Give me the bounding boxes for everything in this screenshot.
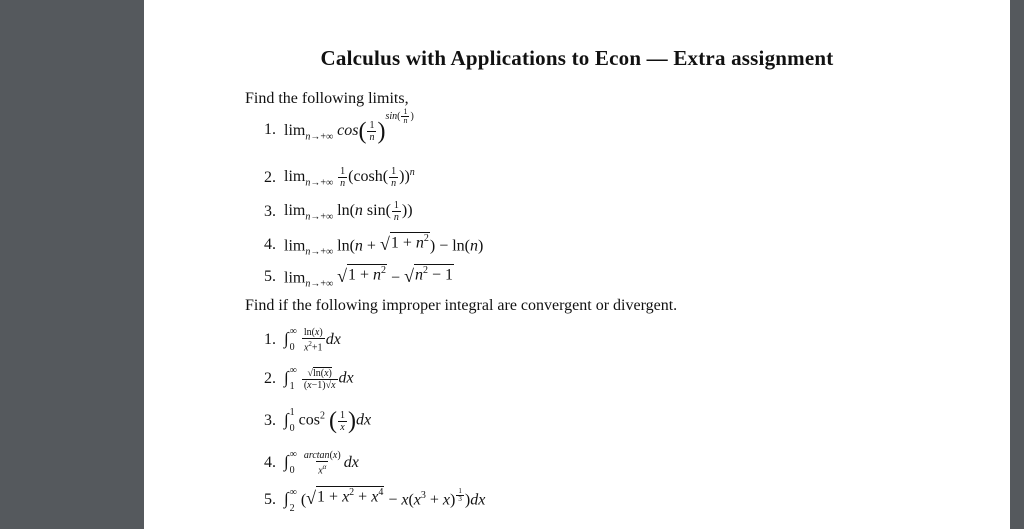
item-number: 1. [264,331,276,349]
math-expression: $\lim_{n\to+\infty}$ √ $1 + n^2$ − √ $n^2 - 1$ [284,265,453,290]
integral-item-4 [264,450,359,476]
item-number: 3. [264,412,276,429]
integral-item-3 [264,408,371,434]
integrals-intro: Find if the following improper integral are convergent or divergent. [245,297,678,314]
math-expression: ∫ ∞ 0 $\frac{\arctan(x)}{x^\alpha}$ dx [284,449,359,477]
item-number: 3. [264,202,276,220]
item-number: 2. [264,370,276,387]
integral-item-2 [264,366,354,392]
item-number: 4. [264,235,276,253]
limit-item-1 [264,107,414,145]
integral-item-5 [264,486,485,514]
item-number: 2. [264,168,276,186]
limit-item-3 [264,200,413,223]
math-expression: $\lim_{n\to+\infty}$ $\frac{1}{n}$ (cosh( $\frac{1}{n}$ ))$^n$ [284,166,415,189]
page-title: Calculus with Applications to Econ — Extra assignment [320,46,834,70]
math-expression: ∫ ∞ 1 $\frac{√\ln(x)}{(x-1)√x}$ dx [284,365,354,392]
item-number: 5. [264,490,276,508]
limits-intro: Find the following limits, [245,90,409,107]
math-expression: $\lim_{n\to+\infty} \cos$( $\frac{1}{n}$ )$^{sin( \frac{1}{n} )}$ [284,107,414,145]
limit-item-2 [264,166,415,189]
math-expression: ∫ ∞ 2 ( √ $1 + x^2 + x^4$ − $x(x^3 + x)$ $^{\frac{1}{3}}$ )dx [284,486,486,514]
item-number: 4. [264,454,276,472]
item-number: 5. [264,267,276,285]
item-number: 1. [264,121,276,139]
limit-item-4 [264,232,483,258]
document-page [144,0,1010,529]
limit-item-5 [264,264,454,290]
math-expression: $\lim_{n\to+\infty} \ln(n$ sin( $\frac{1}{n}$ )) [284,200,413,223]
math-expression: $\lim_{n\to+\infty} \ln(n$ + √ $1 + n^2$ ) − ln(n) [284,233,484,258]
integral-item-1 [264,327,341,353]
math-expression: ∫ 1 0 $\cos^2$ ( $\frac{1}{x}$ )dx [284,407,372,434]
math-expression: ∫ ∞ 0 $\frac{\ln(x)}{x^2+1}$ dx [284,326,341,354]
